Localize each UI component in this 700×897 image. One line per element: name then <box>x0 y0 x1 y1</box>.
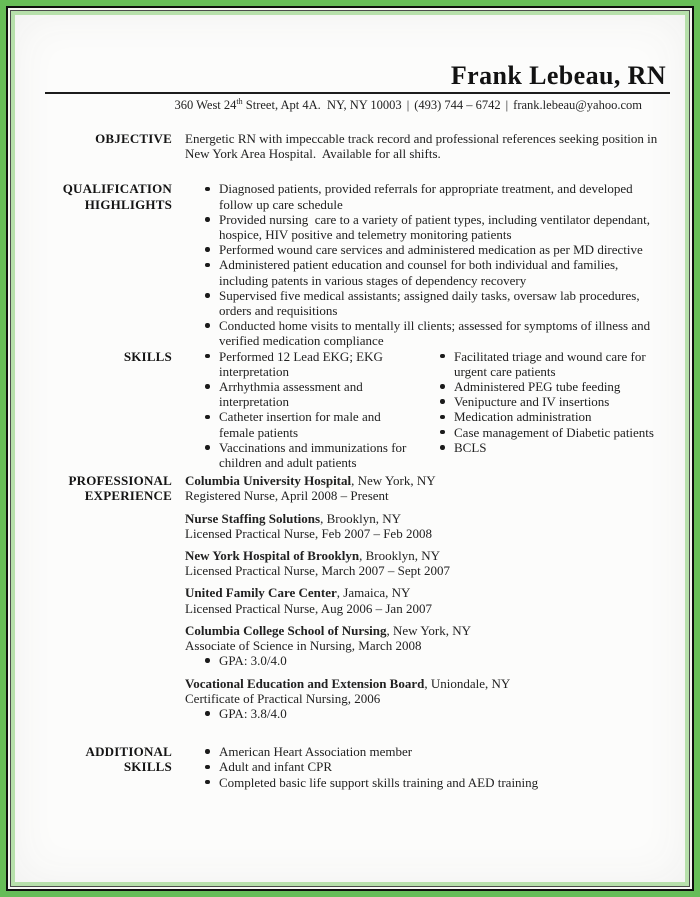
experience-entry <box>185 585 670 615</box>
section-label: PROFESSIONAL EXPERIENCE <box>68 473 172 504</box>
entry-headline <box>185 585 670 600</box>
gpa-list <box>185 706 670 721</box>
contact-line <box>45 98 670 113</box>
skills-columns <box>185 349 670 471</box>
organization-name: Columbia College School of Nursing <box>185 622 387 638</box>
list-item: Administered PEG tube feeding <box>420 379 670 394</box>
list-item: Adult and infant CPR <box>185 759 670 774</box>
experience-entry <box>185 473 670 503</box>
entry-headline <box>185 623 670 638</box>
resume-header <box>45 62 670 113</box>
role-and-dates: Licensed Practical Nurse, Aug 2006 – Jan 2007 <box>185 600 432 616</box>
entry-headline <box>185 676 670 691</box>
education-entry <box>185 676 670 722</box>
objective-text: Energetic RN with impeccable track record and professional references seeking position in New York Area Hospital. Available for all shifts. <box>185 131 661 162</box>
list-item: Completed basic life support skills training and AED training <box>185 775 670 790</box>
list-item: Catheter insertion for male and female patients <box>185 409 420 439</box>
list-item: Administered patient education and counsel for both individual and families, including patents in various stages of dependency recovery <box>185 257 670 287</box>
ordinal-suffix: th <box>236 96 243 106</box>
entry-headline <box>185 511 670 526</box>
page-frame-thin-line <box>10 10 690 887</box>
organization-location: , Uniondale, NY <box>424 675 511 691</box>
skills-list-left <box>185 349 420 471</box>
contact-address: 360 West 24th Street, Apt 4A. NY, NY 10003 <box>174 96 402 112</box>
experience-entry <box>185 511 670 541</box>
gpa-list <box>185 653 670 668</box>
list-item: Vaccinations and immunizations for children and adult patients <box>185 440 420 470</box>
list-item: Case management of Diabetic patients <box>420 425 670 440</box>
section-skills <box>45 349 670 471</box>
list-item: Provided nursing care to a variety of patient types, including ventilator dependant, hospice, HIV positive and telemetry monitoring patients <box>185 212 670 242</box>
qualification-list <box>185 181 670 348</box>
section-additional-skills <box>45 744 670 790</box>
section-label: OBJECTIVE <box>95 131 172 146</box>
degree-and-date: Associate of Science in Nursing, March 2008 <box>185 638 422 654</box>
list-item: BCLS <box>420 440 670 455</box>
certificate-and-date: Certificate of Practical Nursing, 2006 <box>185 690 381 706</box>
experience-entries <box>185 473 670 728</box>
organization-location: , New York, NY <box>386 622 472 638</box>
skills-list-right <box>420 349 670 471</box>
organization-name: Nurse Staffing Solutions <box>185 510 321 526</box>
contact-separator: | <box>505 98 509 112</box>
education-entry <box>185 623 670 669</box>
resume-page <box>11 11 689 886</box>
organization-location: , Brooklyn, NY <box>320 510 401 526</box>
role-and-dates: Registered Nurse, April 2008 – Present <box>185 488 389 504</box>
list-item: Performed 12 Lead EKG; EKG interpretation <box>185 349 420 379</box>
section-label: ADDITIONAL SKILLS <box>85 744 172 775</box>
list-item: Medication administration <box>420 409 670 424</box>
list-item: Diagnosed patients, provided referrals for appropriate treatment, and developed follow up care schedule <box>185 181 670 211</box>
list-item: Venipucture and IV insertions <box>420 394 670 409</box>
header-divider <box>45 92 670 94</box>
list-item: Performed wound care services and administered medication as per MD directive <box>185 242 670 257</box>
organization-name: New York Hospital of Brooklyn <box>185 548 360 564</box>
list-item: Supervised five medical assistants; assigned daily tasks, oversaw lab procedures, orders and requisitions <box>185 288 670 318</box>
organization-name: Vocational Education and Extension Board <box>185 675 425 691</box>
organization-location: , New York, NY <box>351 473 436 489</box>
page-frame-white-gap <box>8 8 692 889</box>
gpa-item: GPA: 3.0/4.0 <box>185 653 670 668</box>
entry-headline <box>185 473 670 488</box>
entry-headline <box>185 548 670 563</box>
list-item: American Heart Association member <box>185 744 670 759</box>
role-and-dates: Licensed Practical Nurse, Feb 2007 – Feb 2008 <box>185 525 432 541</box>
contact-phone: (493) 744 – 6742 <box>414 98 501 112</box>
organization-location: , Brooklyn, NY <box>359 548 440 564</box>
experience-entry <box>185 548 670 578</box>
list-item: Arrhythmia assessment and interpretation <box>185 379 420 409</box>
organization-name: United Family Care Center <box>185 585 337 601</box>
list-item: Facilitated triage and wound care for urgent care patients <box>420 349 670 379</box>
gpa-item: GPA: 3.8/4.0 <box>185 706 670 721</box>
section-objective <box>45 131 670 161</box>
section-professional-experience <box>45 473 670 728</box>
organization-name: Columbia University Hospital <box>185 473 352 489</box>
section-label: SKILLS <box>123 348 172 364</box>
list-item: Conducted home visits to mentally ill clients; assessed for symptoms of illness and verified medication compliance <box>185 318 670 348</box>
additional-skills-list <box>185 744 670 790</box>
contact-email: frank.lebeau@yahoo.com <box>513 98 642 112</box>
section-label: QUALIFICATION HIGHLIGHTS <box>62 181 172 212</box>
resume-body <box>45 131 670 790</box>
contact-separator: | <box>406 98 410 112</box>
role-and-dates: Licensed Practical Nurse, March 2007 – Sept 2007 <box>185 563 450 579</box>
organization-location: , Jamaica, NY <box>336 585 411 601</box>
section-qualification-highlights <box>45 181 670 348</box>
page-frame-black-line <box>6 6 694 891</box>
candidate-name: Frank Lebeau, RN <box>450 61 666 90</box>
